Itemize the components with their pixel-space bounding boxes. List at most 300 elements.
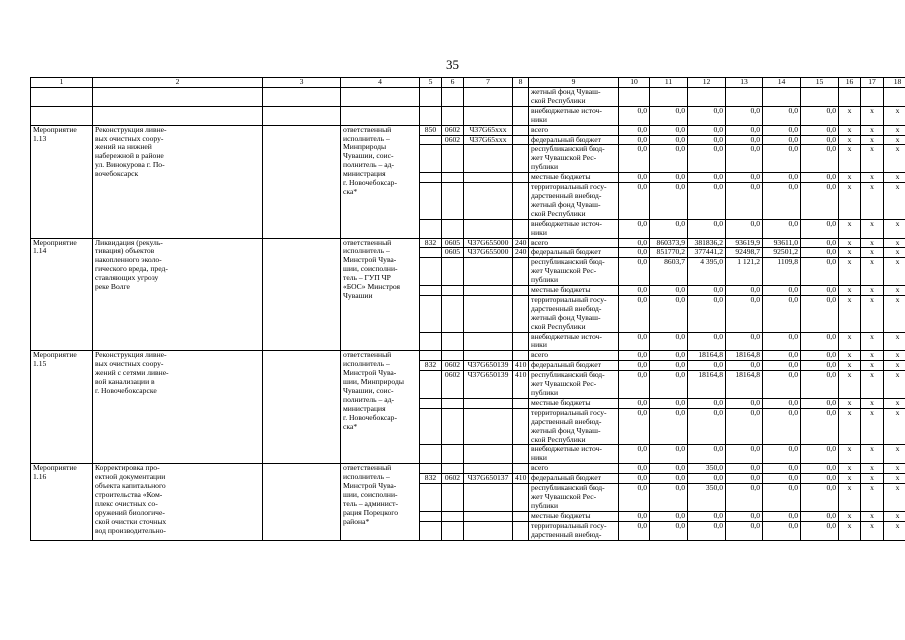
event-name-line: вых очистных соору- <box>95 359 164 369</box>
event-name-line: жений на нижней <box>95 142 152 152</box>
value-cell: x <box>861 238 884 248</box>
expense-type-code <box>513 145 529 173</box>
budget-code <box>420 248 442 258</box>
target-article-code <box>464 219 513 238</box>
executor-cell <box>341 238 420 351</box>
table-row <box>31 125 905 135</box>
executor-cell <box>341 464 420 540</box>
funding-source-cell <box>529 286 619 296</box>
funding-source-cell <box>529 219 619 238</box>
value-cell: x <box>839 521 861 540</box>
column-number: 3 <box>263 78 341 88</box>
value-cell: x <box>861 398 884 408</box>
value-cell: x <box>839 238 861 248</box>
section-code: 0602 <box>442 371 464 399</box>
value-cell: 0,0 <box>801 464 839 474</box>
funding-source-label: местные бюджеты <box>531 172 591 182</box>
executor-line: тель – ГУП ЧР <box>343 273 391 283</box>
value-cell: 0,0 <box>619 408 650 445</box>
target-article-code <box>464 351 513 361</box>
column-number: 14 <box>763 78 801 88</box>
value-cell: x <box>884 295 905 332</box>
section-code: 0602 <box>442 135 464 145</box>
column-number: 1 <box>31 78 93 88</box>
value-cell: x <box>839 258 861 286</box>
event-number-cell <box>31 464 93 540</box>
funding-source-label: ники <box>531 453 547 463</box>
value-cell: 0,0 <box>650 145 688 173</box>
funding-source-label: дарственный внебюд- <box>531 303 602 313</box>
value-cell: 0,0 <box>763 408 801 445</box>
expense-type-code: 410 <box>513 361 529 371</box>
event-name-line: тивация) объектов <box>95 246 155 256</box>
value-cell: 0,0 <box>763 371 801 399</box>
value-cell <box>763 88 801 107</box>
value-cell: 0,0 <box>801 332 839 351</box>
event-number: 1.16 <box>33 472 47 482</box>
section-code <box>442 145 464 173</box>
value-cell: 0,0 <box>726 145 763 173</box>
event-name-line: плекс очистных со- <box>95 498 158 508</box>
section-code <box>442 286 464 296</box>
empty-cell <box>464 106 513 125</box>
value-cell: 0,0 <box>763 145 801 173</box>
event-number-cell <box>31 125 93 238</box>
executor-line: ответственный <box>343 463 392 473</box>
value-cell: 381836,2 <box>688 238 726 248</box>
event-name-line: вой канализации в <box>95 377 155 387</box>
expense-type-code <box>513 351 529 361</box>
value-cell: 0,0 <box>801 145 839 173</box>
budget-code <box>420 135 442 145</box>
event-name-line: жений с сетями ливне- <box>95 368 169 378</box>
value-cell: x <box>861 332 884 351</box>
value-cell: 0,0 <box>619 464 650 474</box>
column-number: 2 <box>93 78 263 88</box>
value-cell: 0,0 <box>650 332 688 351</box>
value-cell: x <box>884 125 905 135</box>
value-cell: x <box>884 286 905 296</box>
value-cell: 0,0 <box>763 511 801 521</box>
value-cell: 0,0 <box>688 332 726 351</box>
value-cell: 0,0 <box>763 286 801 296</box>
value-cell: 0,0 <box>619 145 650 173</box>
value-cell: 18164,8 <box>688 351 726 361</box>
section-code <box>442 408 464 445</box>
value-cell: x <box>884 219 905 238</box>
value-cell: 0,0 <box>688 106 726 125</box>
value-cell: 0,0 <box>619 173 650 183</box>
table-row <box>31 88 905 107</box>
event-name-line: строительства «Ком- <box>95 489 163 499</box>
empty-cell <box>263 125 341 238</box>
event-name-line: набережной в районе <box>95 151 164 161</box>
section-code <box>442 511 464 521</box>
budget-code <box>420 521 442 540</box>
funding-source-cell <box>529 371 619 399</box>
value-cell: x <box>884 511 905 521</box>
funding-source-cell <box>529 125 619 135</box>
value-cell: 0,0 <box>650 474 688 484</box>
value-cell: 0,0 <box>726 474 763 484</box>
funding-source-label: республиканский бюд- <box>531 144 605 154</box>
value-cell: 0,0 <box>650 511 688 521</box>
event-name-line: реке Волге <box>95 282 130 292</box>
expense-type-code <box>513 295 529 332</box>
table-row <box>31 106 905 125</box>
value-cell: x <box>839 408 861 445</box>
value-cell: 0,0 <box>650 521 688 540</box>
value-cell: 0,0 <box>650 286 688 296</box>
value-cell: 0,0 <box>688 445 726 464</box>
value-cell: x <box>884 371 905 399</box>
value-cell: 0,0 <box>650 464 688 474</box>
target-article-code <box>464 295 513 332</box>
expense-type-code <box>513 511 529 521</box>
funding-source-label: территориальный госу- <box>531 295 607 304</box>
target-article-code: Ч37G65xxx <box>464 125 513 135</box>
value-cell: 92498,7 <box>726 248 763 258</box>
table-row <box>31 238 905 248</box>
value-cell: 0,0 <box>801 258 839 286</box>
executor-line: шии, соисполни- <box>343 264 398 274</box>
executor-line: исполнитель – <box>343 472 390 482</box>
empty-cell <box>442 106 464 125</box>
value-cell: 0,0 <box>801 286 839 296</box>
target-article-code <box>464 484 513 512</box>
value-cell: 0,0 <box>650 125 688 135</box>
empty-cell <box>341 106 420 125</box>
value-cell: x <box>884 145 905 173</box>
event-number-cell <box>31 351 93 464</box>
value-cell: 0,0 <box>801 238 839 248</box>
budget-code <box>420 286 442 296</box>
expense-type-code <box>513 408 529 445</box>
value-cell: 0,0 <box>801 398 839 408</box>
funding-source-cell <box>529 351 619 361</box>
value-cell: 0,0 <box>650 295 688 332</box>
value-cell: x <box>839 398 861 408</box>
target-article-code <box>464 464 513 474</box>
empty-cell <box>341 88 420 107</box>
funding-source-label: внебюджетные источ- <box>531 106 602 115</box>
value-cell: 0,0 <box>650 219 688 238</box>
value-cell: 0,0 <box>801 295 839 332</box>
funding-source-label: всего <box>531 463 549 473</box>
value-cell: x <box>884 351 905 361</box>
budget-code <box>420 484 442 512</box>
funding-source-label: территориальный госу- <box>531 521 607 530</box>
value-cell: x <box>861 145 884 173</box>
target-article-code <box>464 183 513 220</box>
funding-source-label: местные бюджеты <box>531 398 591 407</box>
table-row <box>31 464 905 474</box>
funding-source-label: территориальный госу- <box>531 408 607 417</box>
event-name-line: оружений биологиче- <box>95 507 165 517</box>
value-cell: x <box>839 286 861 296</box>
funding-source-label: ники <box>531 227 547 237</box>
section-code <box>442 183 464 220</box>
column-number: 12 <box>688 78 726 88</box>
value-cell: 18164,8 <box>726 371 763 399</box>
value-cell: 4 395,0 <box>688 258 726 286</box>
value-cell: 0,0 <box>619 106 650 125</box>
value-cell: x <box>861 248 884 258</box>
empty-cell <box>513 88 529 107</box>
value-cell: x <box>839 351 861 361</box>
event-name-line: ской очистки сточных <box>95 516 167 526</box>
value-cell: 0,0 <box>801 408 839 445</box>
value-cell: x <box>839 295 861 332</box>
value-cell: 0,0 <box>763 173 801 183</box>
budget-code <box>420 408 442 445</box>
funding-source-label: федеральный бюджет <box>531 473 601 483</box>
value-cell: 0,0 <box>650 351 688 361</box>
budget-code <box>420 464 442 474</box>
budget-table <box>30 77 905 541</box>
value-cell: 0,0 <box>619 248 650 258</box>
value-cell: 0,0 <box>763 351 801 361</box>
value-cell: 0,0 <box>726 295 763 332</box>
funding-source-label: всего <box>531 238 549 247</box>
value-cell: 0,0 <box>801 511 839 521</box>
column-number: 7 <box>464 78 513 88</box>
value-cell: x <box>861 484 884 512</box>
funding-source-label: внебюджетные источ- <box>531 444 602 454</box>
value-cell: 0,0 <box>726 219 763 238</box>
funding-source-label: жетный фонд Чуваш- <box>531 425 601 435</box>
event-number: 1.15 <box>33 359 47 369</box>
empty-cell <box>420 88 442 107</box>
value-cell: 0,0 <box>619 295 650 332</box>
value-cell: x <box>861 474 884 484</box>
executor-line: Чувашии, соис- <box>343 151 394 161</box>
value-cell: x <box>839 183 861 220</box>
funding-source-cell <box>529 238 619 248</box>
value-cell: 0,0 <box>619 125 650 135</box>
value-cell: 0,0 <box>763 398 801 408</box>
value-cell: x <box>884 173 905 183</box>
value-cell: 0,0 <box>619 258 650 286</box>
value-cell: 0,0 <box>801 474 839 484</box>
executor-line: Минприроды <box>343 142 387 152</box>
value-cell: x <box>861 295 884 332</box>
value-cell: 860373,9 <box>650 238 688 248</box>
value-cell: x <box>839 145 861 173</box>
event-name-line: объекта капитального <box>95 481 166 491</box>
event-name-line: г. Новочебоксарске <box>95 386 157 395</box>
funding-source-cell <box>529 464 619 474</box>
expense-type-code <box>513 484 529 512</box>
value-cell: x <box>839 173 861 183</box>
section-code <box>442 173 464 183</box>
event-name-line: вочебоксарск <box>95 169 139 179</box>
executor-line: исполнитель – <box>343 359 390 369</box>
value-cell: x <box>861 464 884 474</box>
value-cell: 0,0 <box>801 371 839 399</box>
value-cell: 0,0 <box>650 371 688 399</box>
executor-line: Минстрой Чува- <box>343 255 397 265</box>
empty-cell <box>464 88 513 107</box>
funding-source-label: дарственный внебюд- <box>531 416 602 426</box>
event-name-line: Реконструкция ливне- <box>95 350 167 360</box>
value-cell: 0,0 <box>688 408 726 445</box>
value-cell: 0,0 <box>688 183 726 220</box>
executor-line: исполнитель – <box>343 133 390 143</box>
value-cell: 0,0 <box>726 286 763 296</box>
executor-cell <box>341 351 420 464</box>
value-cell: 0,0 <box>801 521 839 540</box>
funding-source-label: ники <box>531 114 547 124</box>
event-number: Мероприятие <box>33 238 77 247</box>
value-cell: 0,0 <box>726 445 763 464</box>
value-cell: 0,0 <box>688 145 726 173</box>
value-cell: 0,0 <box>688 398 726 408</box>
value-cell: 0,0 <box>801 484 839 512</box>
value-cell: 0,0 <box>619 238 650 248</box>
empty-cell <box>442 88 464 107</box>
empty-cell <box>263 88 341 107</box>
budget-code <box>420 295 442 332</box>
value-cell: x <box>884 521 905 540</box>
funding-source-label: жет Чувашской Рес- <box>531 266 597 276</box>
section-code: 0602 <box>442 125 464 135</box>
budget-code: 832 <box>420 474 442 484</box>
funding-source-cell <box>529 258 619 286</box>
value-cell: 0,0 <box>688 521 726 540</box>
value-cell: 0,0 <box>726 521 763 540</box>
executor-cell <box>341 125 420 238</box>
column-number: 6 <box>442 78 464 88</box>
value-cell: 0,0 <box>650 106 688 125</box>
value-cell: 0,0 <box>763 125 801 135</box>
funding-source-label: жетный фонд Чуваш- <box>531 87 601 96</box>
value-cell: x <box>861 173 884 183</box>
value-cell: x <box>861 135 884 145</box>
executor-line: полнитель – ад- <box>343 394 394 404</box>
value-cell: x <box>839 511 861 521</box>
value-cell: x <box>884 484 905 512</box>
funding-source-cell <box>529 135 619 145</box>
value-cell: 0,0 <box>688 173 726 183</box>
funding-source-label: республиканский бюд- <box>531 370 605 380</box>
target-article-code: Ч37G650139 <box>464 361 513 371</box>
value-cell: 0,0 <box>801 106 839 125</box>
empty-cell <box>93 88 263 107</box>
value-cell: 0,0 <box>619 445 650 464</box>
budget-code <box>420 145 442 173</box>
executor-line: ответственный <box>343 350 392 360</box>
value-cell: x <box>839 474 861 484</box>
value-cell <box>650 88 688 107</box>
value-cell: 0,0 <box>726 361 763 371</box>
value-cell: x <box>884 106 905 125</box>
value-cell: x <box>839 464 861 474</box>
funding-source-label: жет Чувашской Рес- <box>531 491 597 501</box>
event-name-line: накопленного эколо- <box>95 255 162 265</box>
section-code: 0602 <box>442 474 464 484</box>
value-cell: 0,0 <box>650 484 688 512</box>
value-cell: 0,0 <box>801 183 839 220</box>
section-code <box>442 351 464 361</box>
event-number: 1.13 <box>33 133 47 143</box>
value-cell: 8603,7 <box>650 258 688 286</box>
executor-line: Минстрой Чува- <box>343 368 397 378</box>
funding-source-label: дарственный внебюд- <box>531 529 602 539</box>
funding-source-label: местные бюджеты <box>531 511 591 520</box>
column-number: 11 <box>650 78 688 88</box>
executor-line: шии, Минприроды <box>343 377 404 387</box>
value-cell: 0,0 <box>763 521 801 540</box>
value-cell: 0,0 <box>763 183 801 220</box>
value-cell: x <box>839 445 861 464</box>
value-cell: x <box>884 183 905 220</box>
funding-source-label: жет Чувашской Рес- <box>531 153 597 163</box>
funding-source-label: территориальный госу- <box>531 182 607 192</box>
value-cell: 0,0 <box>763 484 801 512</box>
event-name-cell <box>93 238 263 351</box>
value-cell: 377441,2 <box>688 248 726 258</box>
expense-type-code: 410 <box>513 371 529 399</box>
empty-cell <box>263 351 341 464</box>
table-row <box>31 351 905 361</box>
value-cell: 0,0 <box>650 135 688 145</box>
target-article-code: Ч37G65xxx <box>464 135 513 145</box>
value-cell: 350,0 <box>688 464 726 474</box>
section-code: 0605 <box>442 248 464 258</box>
event-name-line: Корректировка про- <box>95 463 160 473</box>
empty-cell <box>263 464 341 540</box>
value-cell: 0,0 <box>726 106 763 125</box>
executor-line: района* <box>343 516 370 526</box>
section-code <box>442 521 464 540</box>
value-cell: 0,0 <box>763 135 801 145</box>
expense-type-code <box>513 398 529 408</box>
target-article-code: Ч37G655000 <box>464 238 513 248</box>
value-cell: x <box>884 238 905 248</box>
expense-type-code <box>513 125 529 135</box>
value-cell: 0,0 <box>763 106 801 125</box>
value-cell: 0,0 <box>726 464 763 474</box>
value-cell: 0,0 <box>688 361 726 371</box>
funding-source-label: публики <box>531 275 559 285</box>
value-cell: x <box>839 135 861 145</box>
value-cell: x <box>884 408 905 445</box>
value-cell: x <box>861 445 884 464</box>
funding-source-label: жетный фонд Чуваш- <box>531 312 601 322</box>
section-code <box>442 464 464 474</box>
executor-line: шии, соисполни- <box>343 489 398 499</box>
funding-source-label: всего <box>531 350 549 360</box>
value-cell: 0,0 <box>763 361 801 371</box>
empty-cell <box>420 106 442 125</box>
value-cell: 0,0 <box>650 445 688 464</box>
column-number: 10 <box>619 78 650 88</box>
value-cell: 0,0 <box>801 135 839 145</box>
expense-type-code <box>513 332 529 351</box>
target-article-code <box>464 511 513 521</box>
value-cell: 0,0 <box>619 135 650 145</box>
funding-source-cell <box>529 183 619 220</box>
funding-source-label: ской Республики <box>531 321 586 331</box>
value-cell: x <box>839 106 861 125</box>
target-article-code <box>464 173 513 183</box>
funding-source-cell <box>529 511 619 521</box>
value-cell: 0,0 <box>650 408 688 445</box>
funding-source-cell <box>529 332 619 351</box>
funding-source-cell <box>529 445 619 464</box>
funding-source-label: ники <box>531 340 547 350</box>
